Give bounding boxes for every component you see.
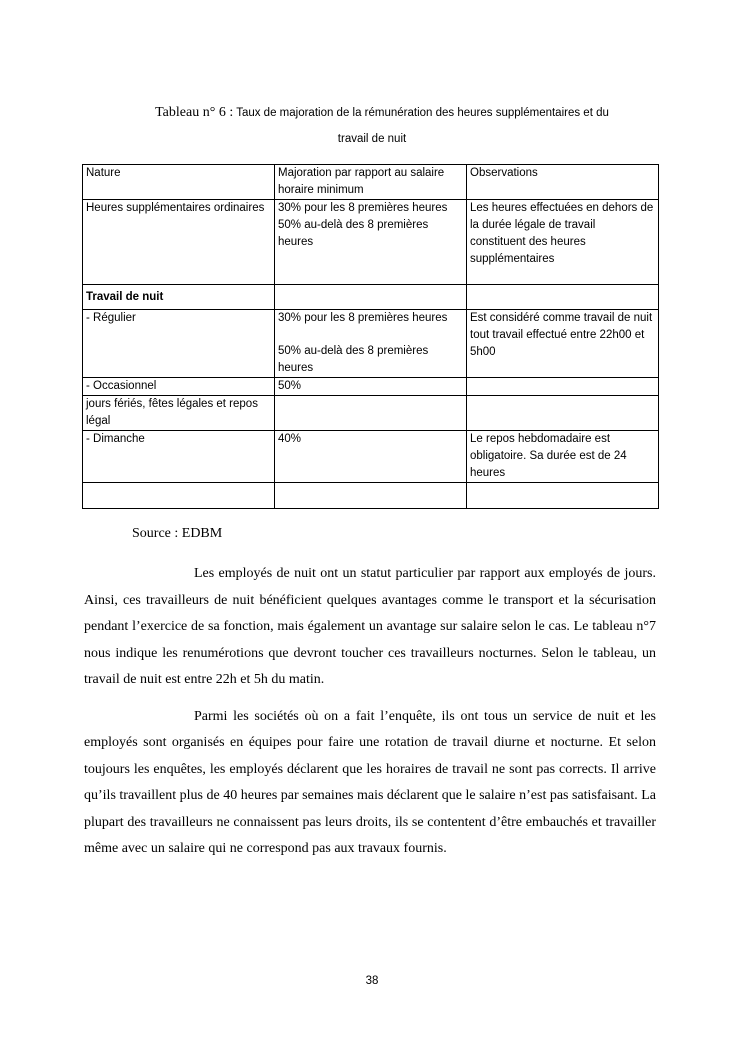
caption-line-2: travail de nuit bbox=[337, 133, 407, 145]
header-observations: Observations bbox=[467, 165, 659, 200]
cell-nature: - Dimanche bbox=[83, 431, 275, 483]
cell-observations bbox=[467, 396, 659, 431]
header-nature: Nature bbox=[83, 165, 275, 200]
cell-majoration: 50% bbox=[275, 378, 467, 396]
table-row bbox=[83, 483, 659, 509]
caption-line-1: Taux de majoration de la rémunération des heures supplémentaires et du bbox=[233, 107, 609, 119]
cell-nature: Heures supplémentaires ordinaires bbox=[83, 200, 275, 285]
header-majoration: Majoration par rapport au salaire horaire minimum bbox=[275, 165, 467, 200]
caption-lead: Tableau n° 6 : bbox=[155, 105, 234, 120]
overtime-rates-table bbox=[82, 164, 659, 509]
cell-nature-section bbox=[83, 285, 275, 310]
section-label: Travail de nuit bbox=[86, 290, 164, 303]
cell-observations: Est considéré comme travail de nuit tout travail effectué entre 22h00 et 5h00 bbox=[467, 310, 659, 378]
cell-observations bbox=[467, 378, 659, 396]
cell-observations: Le repos hebdomadaire est obligatoire. Sa durée est de 24 heures bbox=[467, 431, 659, 483]
table-row bbox=[83, 310, 659, 378]
table-row bbox=[83, 431, 659, 483]
majoration-line: 30% pour les 8 premières heures bbox=[278, 202, 448, 214]
cell-nature: - Régulier bbox=[83, 310, 275, 378]
table-row bbox=[83, 200, 659, 285]
majoration-line: 30% pour les 8 premières heures bbox=[278, 312, 448, 324]
paragraph: Parmi les sociétés où on a fait l’enquête, ils ont tous un service de nuit et les employés sont organisés en équipes pour faire une rotation de travail diurne et nocturne. Et selon toujours les enquêtes, les employés déclarent que les horaires de travail ne sont pas corrects. Il arrive qu’ils travaillent plus de 40 heures par semaines mais déclarent que le salaire n’est pas satisfaisant. La plupart des travailleurs ne connaissent pas leurs droits, ils se contentent d’être embauchés et travailler même avec un salaire qui ne correspond pas aux travaux fournis. bbox=[84, 708, 656, 856]
majoration-line: 50% au-delà des 8 premières heures bbox=[278, 345, 429, 374]
table-source: Source : EDBM bbox=[132, 526, 223, 541]
cell-majoration: 40% bbox=[275, 431, 467, 483]
cell-observations bbox=[467, 483, 659, 509]
cell-majoration bbox=[275, 285, 467, 310]
cell-observations bbox=[467, 285, 659, 310]
majoration-line: 50% au-delà des 8 premières heures bbox=[278, 219, 429, 248]
paragraph: Les employés de nuit ont un statut particulier par rapport aux employés de jours. Ainsi, ces travailleurs de nuit bénéficient quelques avantages comme le transport et la sécurisation pendant l’exercice de sa fonction, mais également un avantage sur salaire selon le cas. Le tableau n°7 nous indique les renumérotions que devront toucher ces travailleurs nocturnes. Selon le tableau, un travail de nuit est entre 22h et 5h du matin. bbox=[84, 566, 656, 687]
table-caption bbox=[0, 100, 744, 152]
table-row bbox=[83, 378, 659, 396]
cell-majoration bbox=[275, 396, 467, 431]
table-row bbox=[83, 285, 659, 310]
table-row bbox=[83, 396, 659, 431]
cell-majoration bbox=[275, 200, 467, 285]
cell-majoration bbox=[275, 483, 467, 509]
cell-majoration bbox=[275, 310, 467, 378]
page-number: 38 bbox=[365, 975, 379, 987]
cell-nature bbox=[83, 483, 275, 509]
cell-nature: - Occasionnel bbox=[83, 378, 275, 396]
body-text bbox=[84, 561, 656, 873]
cell-nature: jours fériés, fêtes légales et repos légal bbox=[83, 396, 275, 431]
table-header-row bbox=[83, 165, 659, 200]
cell-observations: Les heures effectuées en dehors de la durée légale de travail constituent des heures supplémentaires bbox=[467, 200, 659, 285]
